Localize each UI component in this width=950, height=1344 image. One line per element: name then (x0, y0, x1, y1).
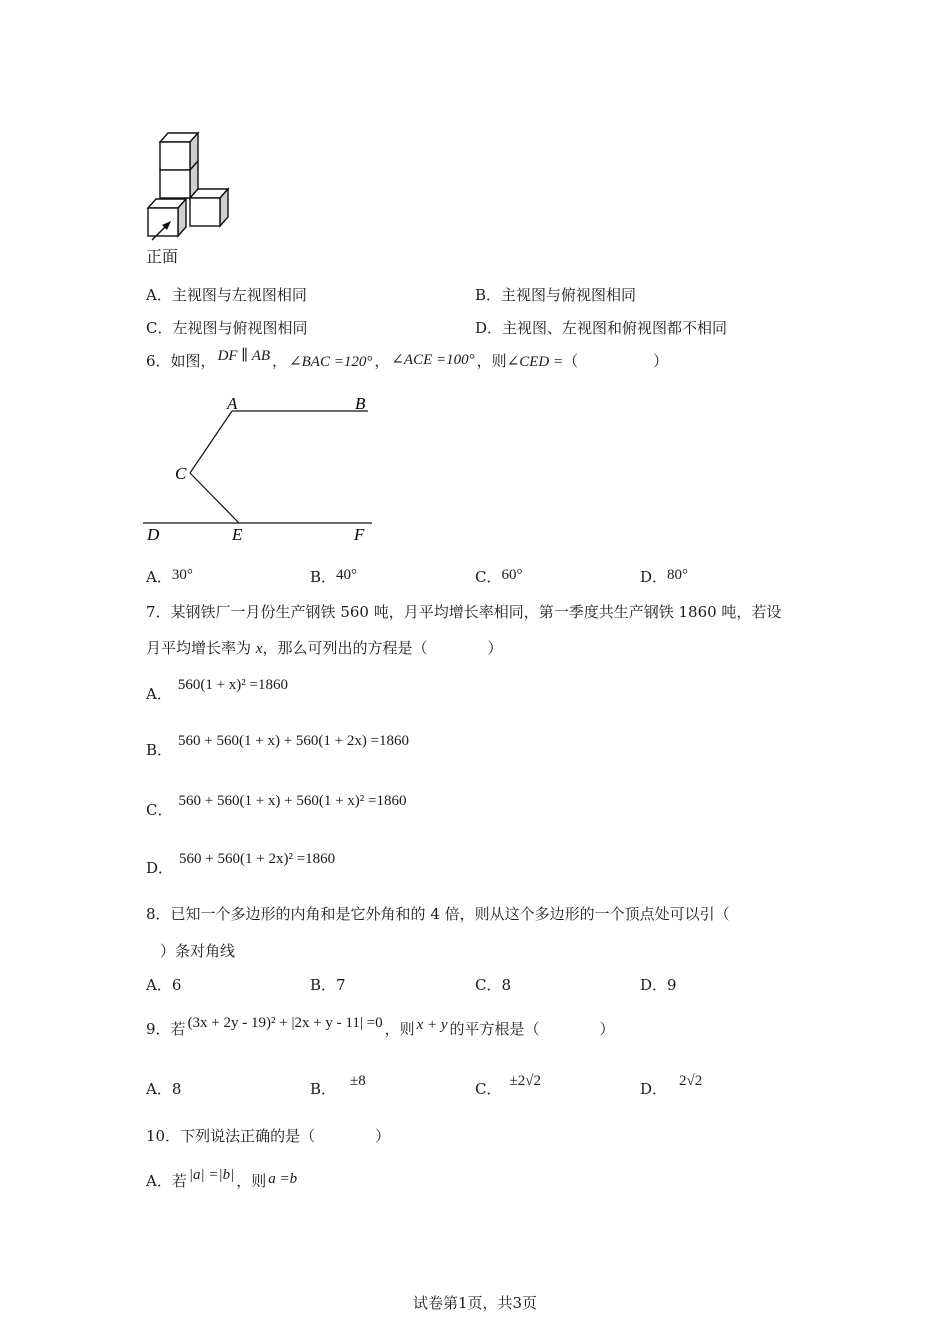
option-label: D． (640, 1080, 668, 1098)
option-label: A． (146, 976, 172, 994)
line-ce (190, 473, 239, 523)
q6-sep3: ，则 (476, 352, 507, 370)
q7-option-b[interactable] (146, 730, 410, 759)
q6-blank: （ ） (563, 352, 669, 370)
q6-number: 6． (146, 352, 171, 370)
option-label: A． (146, 568, 172, 586)
option-label: B． (310, 1080, 337, 1098)
angle-diagram (140, 390, 380, 550)
option-value: 60° (501, 567, 523, 583)
q6-expr4: ∠CED = (506, 354, 564, 370)
option-value: 2√2 (679, 1073, 703, 1089)
q6-sep1: ， (272, 352, 288, 370)
q7-line2 (146, 638, 502, 659)
q6-expr1: DF ∥ AB (217, 348, 271, 364)
line-ac (190, 411, 232, 473)
option-mid: ，则 (236, 1172, 267, 1190)
page-footer: 试卷第1页，共3页 (412, 1294, 538, 1312)
option-text: 主视图与左视图相同 (171, 286, 307, 304)
option-label: B． (310, 568, 337, 586)
option-formula: 560(1 + x)² =1860 (177, 677, 288, 693)
option-formula: 560 + 560(1 + x) + 560(1 + x)² =1860 (178, 793, 407, 809)
point-a-label: A (227, 394, 238, 413)
q5-option-d[interactable] (475, 318, 727, 338)
option-value: 8 (171, 1080, 182, 1098)
option-label: A． (146, 286, 172, 304)
q7-option-a[interactable] (146, 674, 288, 703)
q6-option-c[interactable] (475, 567, 522, 588)
q7-line1: 7．某钢铁厂一月份生产钢铁 560 吨，月平均增长率相同，第一季度共生产钢铁 1860 吨，若设 (146, 603, 782, 621)
option-value: 9 (667, 976, 677, 994)
q10-option-a[interactable] (146, 1167, 298, 1192)
q6-option-b[interactable] (310, 567, 357, 588)
option-text: 主视图与俯视图相同 (501, 286, 637, 304)
q9-prefix: 若 (170, 1020, 186, 1038)
option-prefix: 若 (171, 1172, 187, 1190)
q8-option-b[interactable] (310, 975, 346, 995)
option-value: 80° (667, 567, 689, 583)
option-label: C． (475, 568, 502, 586)
option-value: 40° (336, 567, 358, 583)
option-label: A． (146, 1172, 172, 1190)
option-formula: 560 + 560(1 + 2x)² =1860 (179, 851, 336, 867)
option-text: 左视图与俯视图相同 (172, 319, 308, 337)
option-text: 主视图、左视图和俯视图都不相同 (502, 319, 728, 337)
cube-stack-drawing (140, 128, 240, 243)
option-label: C． (475, 1080, 502, 1098)
q6-figure (140, 390, 380, 550)
q9-option-c[interactable] (475, 1073, 541, 1100)
option-formula: 560 + 560(1 + x) + 560(1 + 2x) =1860 (178, 733, 410, 749)
option-label: D． (640, 568, 668, 586)
q6-expr2: ∠BAC =120° (289, 354, 373, 370)
option-value: ±8 (350, 1073, 366, 1089)
q9-expr: (3x + 2y - 19)² + |2x + y - 11| =0 (187, 1015, 383, 1031)
option-expr2: a =b (268, 1171, 298, 1187)
q7-line2-b: ，那么可列出的方程是（ ） (262, 639, 503, 657)
q9-stem (146, 1015, 615, 1040)
option-value: 6 (171, 976, 182, 994)
option-label: C． (475, 976, 502, 994)
option-label: D． (475, 319, 503, 337)
q6-expr3: ∠ACE =100° (391, 352, 475, 368)
point-d-label: D (147, 525, 160, 544)
option-value: ±2√2 (509, 1073, 541, 1089)
q9-var: x + y (416, 1017, 448, 1033)
q6-sep2: ， (374, 352, 390, 370)
option-label: D． (640, 976, 668, 994)
option-label: C． (146, 801, 173, 819)
option-label: A． (146, 685, 172, 703)
q10-stem: 10．下列说法正确的是（ ） (146, 1127, 391, 1145)
q8-option-a[interactable] (146, 975, 181, 995)
point-e-label: E (232, 525, 243, 544)
point-b-label: B (355, 394, 366, 413)
option-label: B． (310, 976, 337, 994)
q6-option-d[interactable] (640, 567, 688, 588)
point-c-label: C (175, 464, 187, 483)
point-f-label: F (354, 525, 365, 544)
q9-option-b[interactable] (310, 1073, 366, 1100)
q9-suffix: 的平方根是（ ） (449, 1020, 615, 1038)
q8-option-c[interactable] (475, 975, 511, 995)
q9-option-a[interactable] (146, 1079, 181, 1099)
option-value: 30° (171, 567, 193, 583)
q7-line2-a: 月平均增长率为 (146, 639, 256, 657)
option-label: B． (475, 286, 502, 304)
q9-mid: ，则 (384, 1020, 415, 1038)
option-value: 7 (336, 976, 346, 994)
q7-variable: x (255, 641, 263, 657)
q8-option-d[interactable] (640, 975, 677, 995)
q8-line2: ）条对角线 (160, 942, 236, 960)
q5-option-a[interactable] (146, 285, 307, 305)
q7-option-c[interactable] (146, 790, 407, 819)
option-label: D． (146, 859, 174, 877)
option-label: A． (146, 1080, 172, 1098)
q5-option-c[interactable] (146, 318, 308, 338)
cube-figure (140, 128, 240, 243)
q9-option-d[interactable] (640, 1073, 703, 1100)
cube-caption: 正面 (146, 247, 179, 266)
option-label: B． (146, 741, 173, 759)
q9-number: 9． (146, 1020, 171, 1038)
q8-line1: 8．已知一个多边形的内角和是它外角和的 4 倍，则从这个多边形的一个顶点处可以引（ (146, 905, 730, 923)
option-label: C． (146, 319, 173, 337)
q6-option-a[interactable] (146, 567, 193, 588)
q5-option-b[interactable] (475, 285, 636, 305)
q6-prefix: 如图， (170, 352, 216, 370)
option-value: 8 (501, 976, 512, 994)
q6-stem (146, 348, 669, 372)
option-expr1: |a| =|b| (188, 1167, 235, 1183)
q7-option-d[interactable] (146, 848, 336, 877)
